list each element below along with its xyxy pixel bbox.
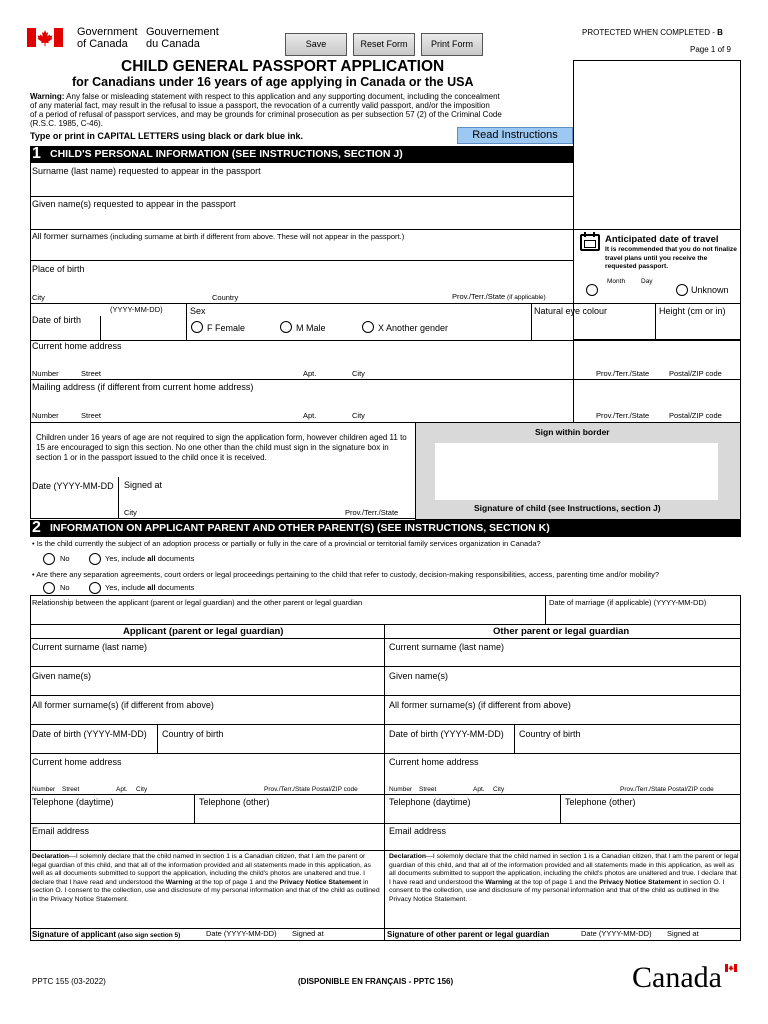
other-addr-apt: Apt.: [473, 786, 485, 793]
sex-male-label: M Male: [296, 323, 326, 333]
other-given-label: Given name(s): [389, 671, 449, 681]
pob-prov-label: Prov./Terr./State (if applicable): [452, 292, 546, 301]
applicant-dob-label: Date of birth (YYYY-MM-DD): [32, 729, 147, 739]
french-available: (DISPONIBLE EN FRANÇAIS - PPTC 156): [298, 977, 454, 986]
sign-date-label: Date (YYYY-MM-DD: [32, 481, 114, 491]
other-parent-header: Other parent or legal guardian: [493, 626, 630, 637]
applicant-cob-label: Country of birth: [162, 729, 224, 739]
q2-text: • Are there any separation agreements, court orders or legal proceedings pertaining to the child that refer to custody, decision-making responsibilities, access, parenting time and/or mobility?: [32, 570, 659, 579]
applicant-addr-street: Street: [62, 786, 80, 793]
mail-prov-label: Prov./Terr./State: [596, 411, 650, 420]
form-subtitle: for Canadians under 16 years of age applying in Canada or the USA: [72, 75, 474, 89]
gov-fr-line2: du Canada: [146, 38, 200, 50]
mail-city-label: City: [352, 411, 365, 420]
mail-postal-label: Postal/ZIP code: [669, 411, 722, 420]
given-name-input[interactable]: [31, 209, 573, 229]
date-marriage-label: Date of marriage (if applicable) (YYYY-MM-DD): [549, 598, 707, 607]
signed-prov-label: Prov./Terr./State: [345, 508, 399, 517]
applicant-surname-label: Current surname (last name): [32, 642, 148, 652]
other-sig-date: Date (YYYY-MM-DD): [581, 929, 652, 938]
other-signature-label: Signature of other parent or legal guardian: [387, 930, 550, 939]
applicant-addr-prov: Prov./Terr./State Postal/ZIP code: [264, 786, 358, 793]
mail-number-label: Number: [32, 411, 59, 420]
surname-label: Surname (last name) requested to appear in the passport: [32, 166, 261, 176]
read-instructions-button[interactable]: Read Instructions: [457, 127, 573, 144]
warning-line2: of any material fact, may result in the refusal to issue a passport, the revocation of a currently valid passport, and/or the imposition: [30, 101, 490, 110]
other-dob-label: Date of birth (YYYY-MM-DD): [389, 729, 504, 739]
signed-city-label: City: [124, 508, 137, 517]
sex-x-radio[interactable]: [362, 321, 374, 333]
applicant-sig-signed-at: Signed at: [292, 929, 324, 938]
sex-label: Sex: [190, 306, 206, 316]
sex-female-label: F Female: [207, 323, 246, 333]
other-declaration: Declaration—I solemnly declare that the child named in section 1 is a Canadian citizen, that I am the parent or legal guardian of this child, and that all of the information provided and all statements made in this application, as well as all documents submitted to support the application, including the child's photos are unaltered and true. I declare that I have read and understood the Warning at the top of page 1 and the Privacy Notice Statement in section O. I consent to the collection, use and disclosure of my personal information and that of the child as outlined in the Privacy Notice Statement.: [389, 853, 739, 903]
sex-male-radio[interactable]: [280, 321, 292, 333]
applicant-signature-label: Signature of applicant (also sign section 5): [32, 930, 181, 939]
other-sig-signed-at: Signed at: [667, 929, 699, 938]
other-former-label: All former surname(s) (if different from above): [389, 700, 571, 710]
other-home-label: Current home address: [389, 757, 479, 767]
warning-line1: Warning: Any false or misleading statement with respect to this application and any supporting document, including the concealment: [30, 92, 500, 101]
mailing-address-label: Mailing address (if different from current home address): [32, 382, 254, 392]
q2-yes-label: Yes, include all documents: [105, 583, 195, 592]
calendar-icon: [580, 234, 600, 251]
applicant-given-label: Given name(s): [32, 671, 92, 681]
q1-no-radio[interactable]: [43, 553, 55, 565]
home-postal-label: Postal/ZIP code: [669, 369, 722, 378]
q2-yes-radio[interactable]: [89, 582, 101, 594]
other-addr-prov: Prov./Terr./State Postal/ZIP code: [620, 786, 714, 793]
pob-country-label: Country: [212, 293, 239, 302]
photo-box: [573, 60, 741, 230]
travel-date-radio[interactable]: [586, 284, 598, 296]
former-surnames-label: All former surnames (including surname at birth if different from above. These will not appear in the passport.): [32, 231, 405, 241]
signature-child-label: Signature of child (see Instructions, section J): [474, 503, 661, 513]
travel-unknown-radio[interactable]: [676, 284, 688, 296]
page-number: Page 1 of 9: [690, 45, 731, 54]
surname-input[interactable]: [31, 176, 573, 196]
applicant-email-label: Email address: [32, 826, 90, 836]
applicant-declaration: Declaration—I solemnly declare that the child named in section 1 is a Canadian citizen, that I am the parent or legal guardian of this child, and that all of the information provided and all statements made in this application, as well as all documents submitted to support the application, including the child's photos are unaltered and true. I declare that I have read and understood the Warning at the top of page 1 and the Privacy Notice Statement in section O. I consent to the collection, use and disclosure of my personal information and that of the child as outlined in the Privacy Notice Statement.: [32, 853, 380, 903]
section1-header: 1 CHILD'S PERSONAL INFORMATION (SEE INSTRUCTIONS, SECTION J): [30, 146, 574, 163]
home-number-label: Number: [32, 369, 59, 378]
q2-no-radio[interactable]: [43, 582, 55, 594]
form-number: PPTC 155 (03-2022): [32, 977, 106, 986]
q1-no-label: No: [60, 554, 70, 563]
sign-within-label: Sign within border: [535, 427, 610, 437]
home-city-label: City: [352, 369, 365, 378]
applicant-addr-number: Number: [32, 786, 56, 793]
other-tel-day-label: Telephone (daytime): [389, 797, 471, 807]
q1-yes-label: Yes, include all documents: [105, 554, 195, 563]
warning-line4: (R.S.C. 1985, C-46).: [30, 119, 103, 128]
child-signature-box[interactable]: [435, 443, 718, 500]
mail-apt-label: Apt.: [303, 411, 317, 420]
applicant-addr-city: City: [136, 786, 148, 793]
height-label: Height (cm or in): [659, 306, 726, 316]
other-cob-label: Country of birth: [519, 729, 581, 739]
applicant-home-label: Current home address: [32, 757, 122, 767]
other-surname-label: Current surname (last name): [389, 642, 505, 652]
other-email-label: Email address: [389, 826, 447, 836]
gov-fr-line1: Gouvernement: [146, 26, 219, 38]
travel-day-label: Day: [641, 278, 653, 285]
print-form-button[interactable]: Print Form: [421, 33, 483, 56]
travel-note: It is recommended that you do not finalize travel plans until you receive the requested passport.: [605, 246, 737, 270]
eye-colour-label: Natural eye colour: [534, 306, 608, 316]
pob-city-label: City: [32, 293, 45, 302]
type-print-note: Type or print in CAPITAL LETTERS using black or dark blue ink.: [30, 131, 304, 141]
sex-female-radio[interactable]: [191, 321, 203, 333]
child-sign-note: Children under 16 years of age are not required to sign the application form, however children aged 11 to 15 are encouraged to sign this section. No one other than the child must sign in the signature box in section 1 or in the passport issued to the child once it is received.: [36, 433, 407, 462]
mail-street-label: Street: [81, 411, 102, 420]
home-street-label: Street: [81, 369, 102, 378]
wordmark-flag-icon: [725, 964, 737, 972]
applicant-signature-line[interactable]: [30, 910, 384, 929]
save-button[interactable]: Save: [285, 33, 347, 56]
place-of-birth-label: Place of birth: [32, 264, 85, 274]
applicant-sig-date: Date (YYYY-MM-DD): [206, 929, 277, 938]
travel-unknown-label: Unknown: [691, 285, 729, 295]
other-addr-number: Number: [389, 786, 413, 793]
q2-no-label: No: [60, 583, 70, 592]
travel-title: Anticipated date of travel: [605, 234, 719, 245]
applicant-header: Applicant (parent or legal guardian): [123, 626, 284, 637]
applicant-addr-apt: Apt.: [116, 786, 128, 793]
warning-line3: of a period of refusal of passport services, and may be grounds for criminal prosecution as per subsection 57 (2) of the Criminal Code: [30, 110, 502, 119]
home-apt-label: Apt.: [303, 369, 317, 378]
canada-flag-logo: [27, 28, 63, 47]
sex-x-label: X Another gender: [378, 323, 449, 333]
gov-en-line1: Government: [77, 26, 138, 38]
protected-label: PROTECTED WHEN COMPLETED - B: [582, 28, 723, 37]
dob-format: (YYYY-MM-DD): [110, 305, 163, 314]
section2-header: 2 INFORMATION ON APPLICANT PARENT AND OTHER PARENT(S) (SEE INSTRUCTIONS, SECTION K): [30, 520, 741, 537]
other-signature-line[interactable]: [384, 910, 741, 929]
former-surnames-input[interactable]: [31, 243, 573, 260]
applicant-tel-other-label: Telephone (other): [199, 797, 270, 807]
q1-text: • Is the child currently the subject of an adoption process or partially or fully in the care of a provincial or territorial family services organization in Canada?: [32, 539, 541, 548]
reset-form-button[interactable]: Reset Form: [353, 33, 415, 56]
canada-wordmark: Canada: [632, 961, 722, 994]
home-address-label: Current home address: [32, 341, 122, 351]
given-name-label: Given name(s) requested to appear in the passport: [32, 199, 236, 209]
applicant-former-label: All former surname(s) (if different from above): [32, 700, 214, 710]
dob-label: Date of birth: [32, 315, 82, 325]
relationship-label: Relationship between the applicant (parent or legal guardian) and the other parent or legal guardian: [32, 598, 363, 607]
signed-at-label: Signed at: [124, 480, 163, 490]
other-addr-city: City: [493, 786, 505, 793]
home-prov-label: Prov./Terr./State: [596, 369, 650, 378]
form-title: CHILD GENERAL PASSPORT APPLICATION: [121, 58, 445, 75]
travel-date-input[interactable]: [602, 285, 672, 299]
q1-yes-radio[interactable]: [89, 553, 101, 565]
applicant-tel-day-label: Telephone (daytime): [32, 797, 114, 807]
gov-en-line2: of Canada: [77, 38, 128, 50]
travel-month-label: Month: [607, 278, 626, 285]
other-tel-other-label: Telephone (other): [565, 797, 636, 807]
other-addr-street: Street: [419, 786, 437, 793]
